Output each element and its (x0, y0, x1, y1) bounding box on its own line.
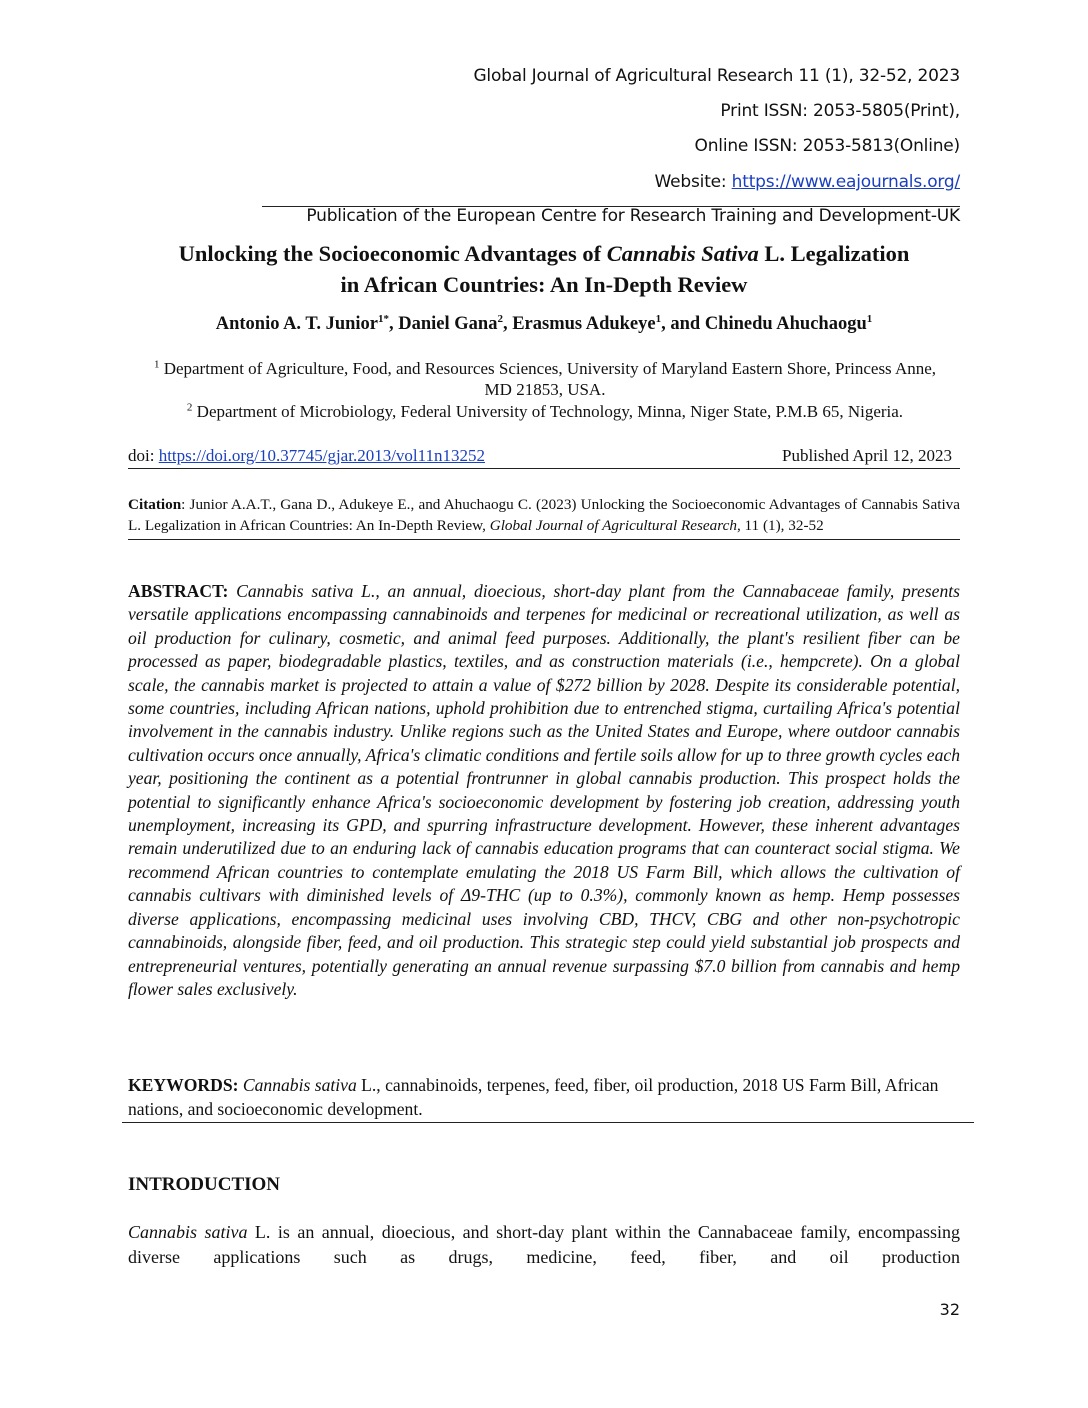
author-sep: , (389, 314, 399, 334)
introduction-paragraph (128, 1220, 960, 1270)
author-sep: , and (661, 314, 705, 334)
author-sup: 1 (655, 312, 662, 325)
website-link[interactable]: https://www.eajournals.org/ (731, 172, 960, 192)
paper-title (128, 238, 960, 300)
author-sup: 2 (497, 312, 503, 325)
author-list (128, 314, 960, 335)
keywords-italic: Cannabis sativa (238, 1075, 357, 1095)
affiliation-text: Department of Microbiology, Federal University of Technology, Minna, Niger State, P.M.B 65, Nigeria. (192, 402, 904, 421)
published-date: Published April 12, 2023 (781, 446, 952, 465)
keywords-label: KEYWORDS: (128, 1075, 239, 1095)
online-issn: Online ISSN: 2053-5813(Online) (694, 136, 960, 156)
affiliation-2 (150, 401, 940, 422)
author: Chinedu Ahuchaogu (704, 314, 867, 334)
page-number: 32 (939, 1300, 960, 1319)
citation-tail: , 11 (1), 32-52 (736, 516, 824, 534)
citation-label: Citation (128, 496, 182, 513)
header-divider (262, 206, 960, 207)
affiliation-text: Department of Agriculture, Food, and Resources Sciences, University of Maryland Eastern Shore, Princess Anne, MD 21853, USA. (159, 359, 937, 399)
citation-journal: Global Journal of Agricultural Research (489, 516, 737, 534)
abstract-label: ABSTRACT: (128, 581, 229, 601)
doi-line (128, 446, 960, 469)
journal-reference: Global Journal of Agricultural Research 11 (1), 32-52, 2023 (473, 66, 960, 86)
doi-link[interactable]: https://doi.org/10.37745/gjar.2013/vol11n13252 (158, 446, 486, 465)
affiliation-sup: 1 (153, 358, 160, 371)
abstract (128, 580, 960, 1001)
author: Antonio A. T. Junior (215, 314, 378, 334)
abstract-text: Cannabis sativa L., an annual, dioecious, short-day plant from the Cannabaceae family, presents versatile applications encompassing cannabinoids and terpenes for medicinal or recreational utilization, as well as oil production for culinary, cosmetic, and animal feed purposes. Additionally, the plant's resilient fiber can be processed as paper, biodegradable plastics, textiles, and as construction materials (i.e., hempcrete). On a global scale, the cannabis market is projected to attain a value of $272 billion by 2028. Despite its considerable potential, some countries, including African nations, uphold prohibition due to entrenched stigma, curtailing Africa's potential involvement in the cannabis industry. Unlike regions such as the United States and Europe, where outdoor cannabis cultivation occurs once annually, Africa's climatic conditions and fertile soils allow for up to three growth cycles each year, positioning the continent as a potential frontrunner in global cannabis production. This prospect holds the potential to significantly enhance Africa's socioeconomic development by fostering job creation, addressing youth unemployment, increasing its GPD, and spurring infrastructure development. However, these inherent advantages remain underutilized due to an enduring lack of cannabis education programs that can counteract social stigma. We recommend African countries to contemplate emulating the 2018 US Farm Bill, which allows the cultivation of cannabis cultivars with diminished levels of Δ9-THC (up to 0.3%), commonly known as hemp. Hemp possesses diverse applications, encompassing medicinal uses involving CBD, THCV, CBG and other non-psychotropic cannabinoids, alongside fiber, feed, and oil production. This strategic step could yield substantial job prospects and entrepreneurial ventures, potentially generating an annual revenue surpassing $7.0 billion from cannabis and hemp flower sales exclusively. (128, 581, 960, 999)
author: Daniel Gana (398, 314, 498, 334)
doi-label: doi: (128, 446, 159, 465)
keywords-divider (122, 1122, 974, 1123)
author-sup: 1* (378, 312, 389, 325)
section-heading: INTRODUCTION (128, 1174, 281, 1195)
title-part2: L. Legalization (758, 241, 910, 266)
title-italic: Cannabis Sativa (606, 241, 759, 266)
affiliation-1 (150, 358, 940, 400)
keywords-text: L., cannabinoids, terpenes, feed, fiber, oil production, 2018 US Farm Bill, African nations, and socioeconomic development. (128, 1075, 939, 1119)
print-issn: Print ISSN: 2053-5805(Print), (720, 101, 960, 121)
author-sep: , (502, 314, 513, 334)
intro-text: L. is an annual, dioecious, and short-day plant within the Cannabaceae family, encompassing diverse applications such as drugs, medicine, feed, fiber, and oil production (128, 1222, 960, 1267)
keywords (128, 1074, 960, 1121)
citation-text: : Junior A.A.T., Gana D., Adukeye E., and Ahuchaogu C. (2023) Unlocking the Socioeconomic Advantages of Cannabis Sativa L. Legalization in African Countries: An In-Depth Review, (128, 496, 960, 534)
title-line2: in African Countries: An In-Depth Review (340, 272, 748, 297)
website-line (655, 172, 960, 192)
affiliation-sup: 2 (186, 401, 193, 414)
author: Erasmus Adukeye (512, 314, 656, 334)
author-sup: 1 (866, 312, 873, 325)
citation (128, 495, 960, 540)
publisher-line: Publication of the European Centre for Research Training and Development-UK (306, 206, 960, 226)
intro-italic: Cannabis sativa (128, 1222, 248, 1242)
website-label: Website: (654, 172, 732, 192)
title-part1: Unlocking the Socioeconomic Advantages of (178, 241, 607, 266)
